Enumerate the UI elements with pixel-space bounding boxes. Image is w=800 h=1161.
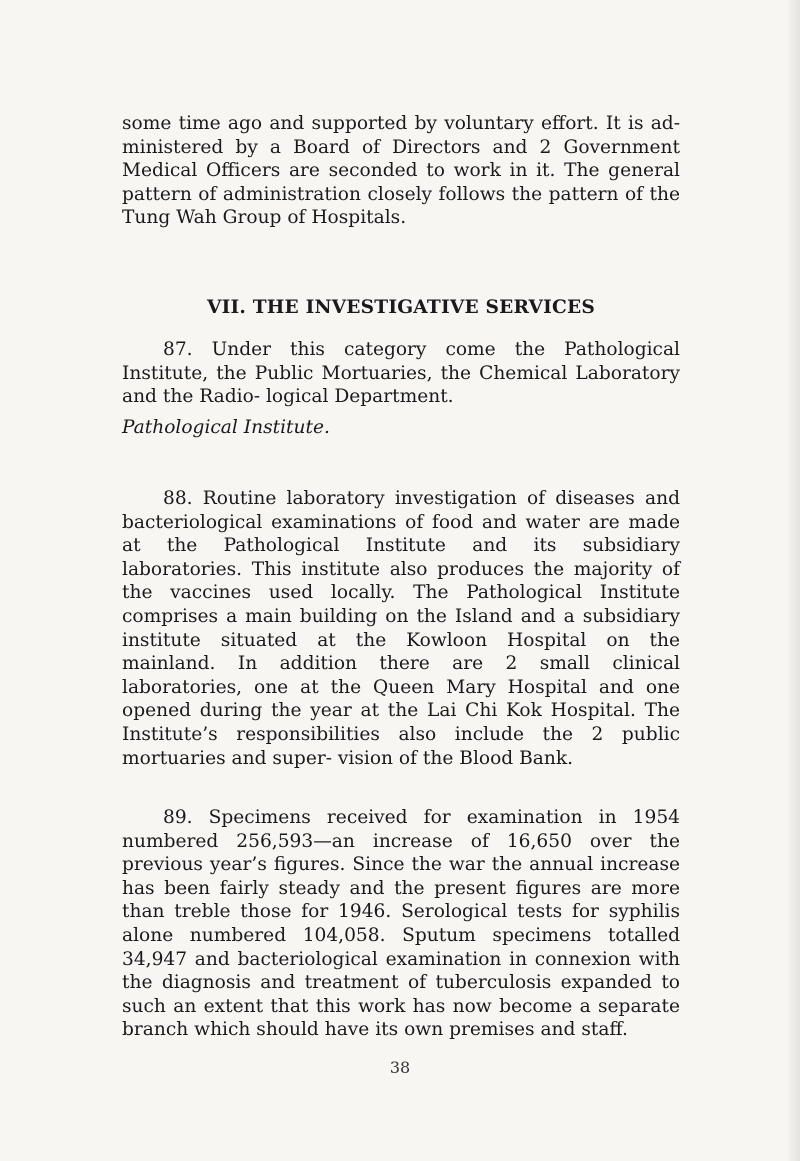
- paragraph-87: 87. Under this category come the Pathological Institute, the Public Mortuaries, the Chemical Laboratory and the Radio- logical Department.: [122, 339, 680, 408]
- page-number: 38: [389, 1058, 411, 1077]
- paragraph-88: 88. Routine laboratory investigation of diseases and bacteriological examinations of food and water are made at the Pathological Institute and its subsidiary laboratories. This institute also produces the majority of the vaccines used locally. The Pathological Institute comprises a main building on the Island and a subsidiary institute situated at the Kowloon Hospital on the mainland. In addition there are 2 small clinical laboratories, one at the Queen Mary Hospital and one opened during the year at the Lai Chi Kok Hospital. The Institute’s responsibilities also include the 2 public mortuaries and super- vision of the Blood Bank.: [122, 488, 680, 769]
- section-heading: VII. THE INVESTIGATIVE SERVICES: [206, 297, 596, 318]
- page-edge-shadow: [786, 0, 800, 1161]
- subheading-pathological-institute: Pathological Institute.: [122, 417, 330, 438]
- paragraph-intro: some time ago and supported by voluntary effort. It is ad- ministered by a Board of Directors and 2 Government Medical Officers are seconded to work in it. The general pattern of administration closely follows the pattern of the Tung Wah Group of Hospitals.: [122, 113, 680, 229]
- paragraph-89: 89. Specimens received for examination in 1954 numbered 256,593—an increase of 16,650 over the previous year’s figures. Since the war the annual increase has been fairly steady and the present figures are more than treble those for 1946. Serological tests for syphilis alone numbered 104,058. Sputum specimens totalled 34,947 and bacteriological examination in connexion with the diagnosis and treatment of tuberculosis expanded to such an extent that this work has now become a separate branch which should have its own premises and staff.: [122, 807, 680, 1041]
